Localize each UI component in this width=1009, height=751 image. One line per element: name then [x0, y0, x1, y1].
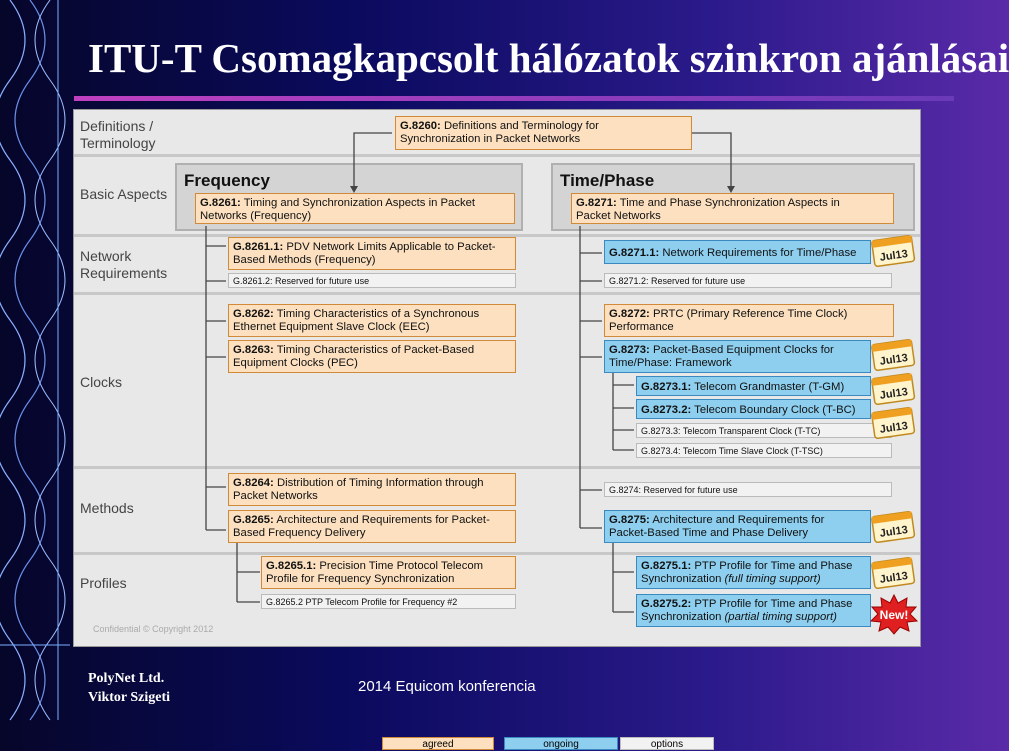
page-title: ITU-T Csomagkapcsolt hálózatok szinkron ajánlásai: [88, 35, 1009, 81]
badge-jul13-text: Jul13: [879, 524, 909, 540]
calendar-jul13-icon: [871, 508, 917, 542]
legend-options: options: [620, 737, 714, 750]
frequency-heading: Frequency: [184, 171, 270, 190]
g8263-box: G.8263: Timing Characteristics of Packet-Based Equipment Clocks (PEC): [228, 340, 516, 373]
g8273-3-box: G.8273.3: Telecom Transparent Clock (T-TC): [636, 423, 892, 438]
g8273-4-box: G.8273.4: Telecom Time Slave Clock (T-TSC): [636, 443, 892, 458]
g8265-box: G.8265: Architecture and Requirements for Packet- Based Frequency Delivery: [228, 510, 516, 543]
confidential-note: Confidential © Copyright 2012: [93, 624, 214, 634]
g8265-1-box: G.8265.1: Precision Time Protocol Telecom Profile for Frequency Synchronization: [261, 556, 516, 589]
row-label-profiles: Profiles: [80, 575, 127, 591]
decorative-wave-lines: [0, 0, 70, 720]
g8274-box: G.8274: Reserved for future use: [604, 482, 892, 497]
calendar-jul13-icon: [871, 336, 917, 370]
footer-conference: 2014 Equicom konferencia: [358, 678, 536, 695]
badge-jul13-text: Jul13: [879, 420, 909, 436]
calendar-jul13-icon: [871, 232, 917, 266]
footer-company-name: PolyNet Ltd.: [88, 671, 165, 686]
legend-agreed: agreed: [382, 737, 494, 750]
g8275-box: G.8275: Architecture and Requirements for Packet-Based Time and Phase Delivery: [604, 510, 871, 543]
g8275-1-box: G.8275.1: PTP Profile for Time and Phase Synchronization (full timing support): [636, 556, 871, 589]
g8261-1-box: G.8261.1: PDV Network Limits Applicable to Packet- Based Methods (Frequency): [228, 237, 516, 270]
g8271-1-box: G.8271.1: Network Requirements for Time/Phase: [604, 240, 871, 264]
new-starburst-icon: [870, 594, 918, 634]
title-underline: [74, 96, 954, 101]
row-label-network-requirements: Network Requirements: [80, 248, 168, 281]
g8260-box: G.8260: Definitions and Terminology for Synchronization in Packet Networks: [395, 116, 692, 150]
g8265-2-box: G.8265.2 PTP Telecom Profile for Frequency #2: [261, 594, 516, 609]
g8273-1-box: G.8273.1: Telecom Grandmaster (T-GM): [636, 376, 871, 396]
calendar-jul13-icon: [871, 554, 917, 588]
g8271-box: G.8271: Time and Phase Synchronization Aspects in Packet Networks: [571, 193, 894, 224]
g8261-box: G.8261: Timing and Synchronization Aspects in Packet Networks (Frequency): [195, 193, 515, 224]
g8262-box: G.8262: Timing Characteristics of a Synchronous Ethernet Equipment Slave Clock (EEC): [228, 304, 516, 337]
badge-jul13-text: Jul13: [879, 248, 909, 264]
badge-jul13-text: Jul13: [879, 352, 909, 368]
g8264-box: G.8264: Distribution of Timing Information through Packet Networks: [228, 473, 516, 506]
g8272-box: G.8272: PRTC (Primary Reference Time Clock) Performance: [604, 304, 894, 337]
badge-jul13-text: Jul13: [879, 570, 909, 586]
calendar-jul13-icon: [871, 404, 917, 438]
row-label-basic-aspects: Basic Aspects: [80, 186, 168, 202]
g8271-2-box: G.8271.2: Reserved for future use: [604, 273, 892, 288]
footer-author: [88, 669, 170, 707]
calendar-jul13-icon: [871, 370, 917, 404]
row-label-clocks: Clocks: [80, 374, 123, 390]
badge-jul13-text: Jul13: [879, 386, 909, 402]
timephase-heading: Time/Phase: [560, 171, 655, 190]
footer-author-name: Viktor Szigeti: [88, 690, 171, 705]
g8273-2-box: G.8273.2: Telecom Boundary Clock (T-BC): [636, 399, 871, 419]
row-label-definitions: Definitions / Terminology: [80, 118, 156, 151]
badge-new-text: New!: [879, 608, 909, 622]
g8275-2-box: G.8275.2: PTP Profile for Time and Phase Synchronization (partial timing support): [636, 594, 871, 627]
g8273-box: G.8273: Packet-Based Equipment Clocks for Time/Phase: Framework: [604, 340, 871, 373]
g8261-2-box: G.8261.2: Reserved for future use: [228, 273, 516, 288]
legend-ongoing: ongoing: [504, 737, 618, 750]
row-label-methods: Methods: [80, 500, 134, 516]
